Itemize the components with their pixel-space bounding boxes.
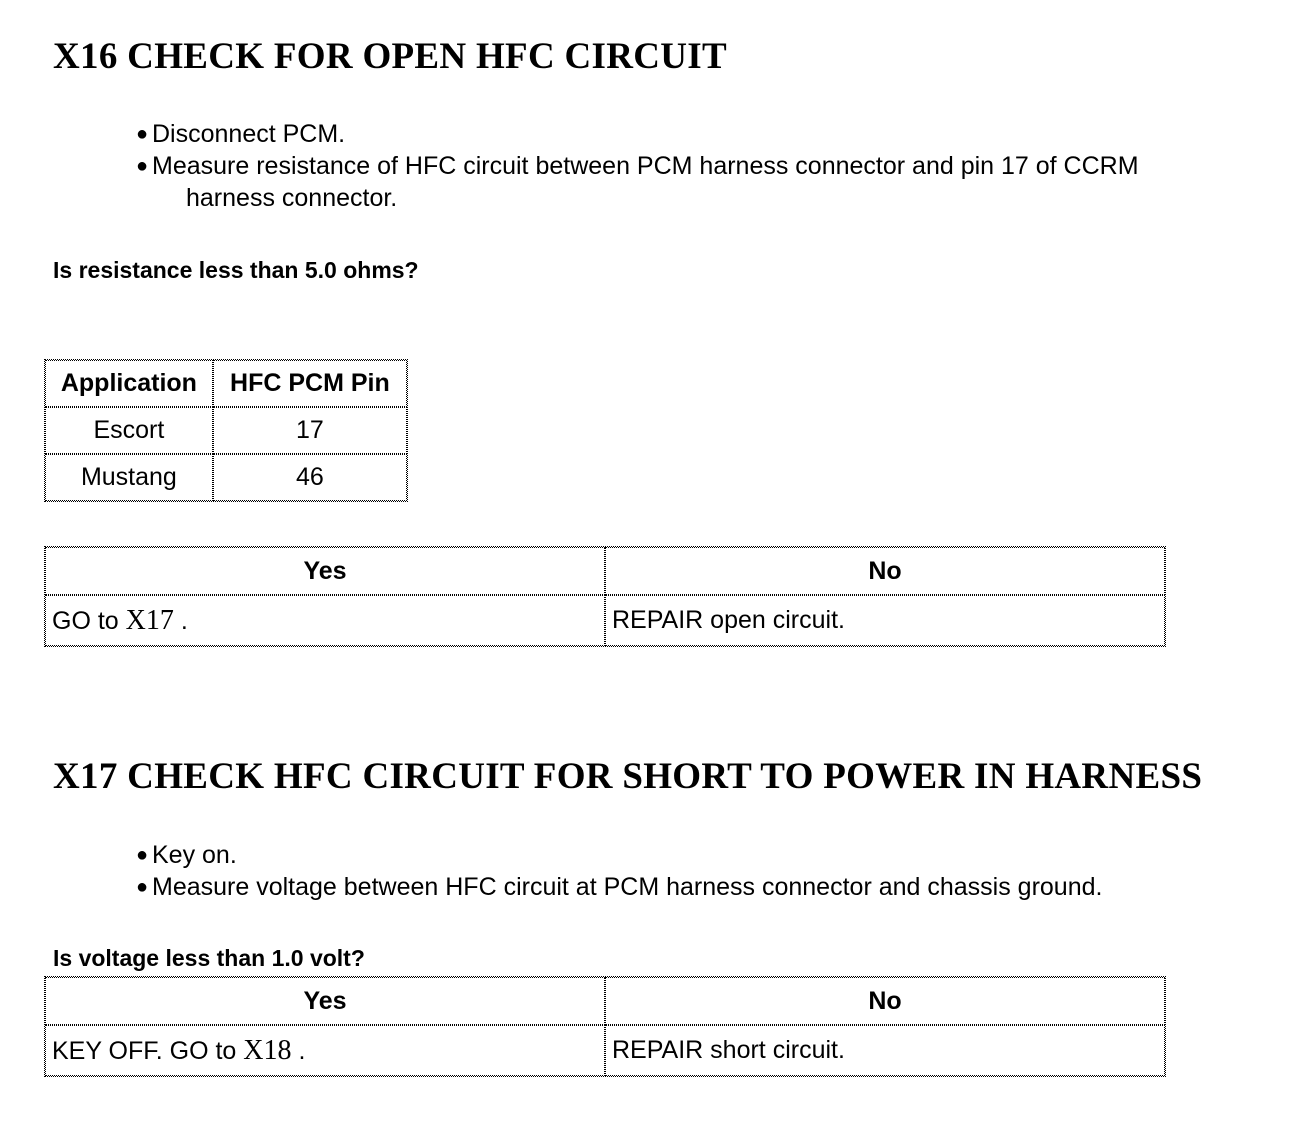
yes-action-text: GO to: [52, 606, 126, 635]
yes-action-text: KEY OFF. GO to: [52, 1036, 244, 1065]
table-row: [45, 454, 407, 501]
bullet-icon: ●: [136, 155, 149, 177]
x16-step-1-text: Disconnect PCM.: [152, 120, 346, 148]
x17-steps: [136, 839, 1102, 903]
yes-action: [45, 1025, 605, 1076]
yes-action-suffix: .: [173, 606, 188, 635]
x17-question: Is voltage less than 1.0 volt?: [53, 945, 365, 971]
x17-result-table: [44, 976, 1166, 1077]
x16-step-2-continuation: harness connector.: [186, 184, 398, 212]
x16-heading: X16 CHECK FOR OPEN HFC CIRCUIT: [53, 36, 727, 77]
x17-step-1-text: Key on.: [152, 841, 237, 869]
x16-step-1: [136, 118, 1139, 150]
cell-pin: 46: [213, 454, 407, 501]
x16-steps: [136, 118, 1139, 214]
yes-action-suffix: .: [291, 1036, 306, 1065]
column-header-hfc-pcm-pin: HFC PCM Pin: [213, 360, 407, 407]
column-header-application: Application: [45, 360, 213, 407]
x17-heading: X17 CHECK HFC CIRCUIT FOR SHORT TO POWER IN HARNESS: [53, 756, 1203, 797]
yes-action: [45, 595, 605, 646]
x17-step-2: [136, 871, 1102, 903]
bullet-icon: ●: [136, 123, 149, 145]
no-action: REPAIR short circuit.: [605, 1025, 1165, 1076]
application-table: [44, 359, 408, 502]
cell-application: Escort: [45, 407, 213, 454]
table-row: [45, 1025, 1165, 1076]
x17-step-1: [136, 839, 1102, 871]
table-row: [45, 595, 1165, 646]
yes-header: Yes: [45, 547, 605, 595]
x17-step-2-text: Measure voltage between HFC circuit at PCM harness connector and chassis ground.: [152, 873, 1103, 901]
table-row: [45, 407, 407, 454]
table-header-row: [45, 977, 1165, 1025]
x16-question: Is resistance less than 5.0 ohms?: [53, 257, 419, 283]
go-to-x18-link[interactable]: X18: [243, 1034, 292, 1066]
table-header-row: [45, 360, 407, 407]
yes-header: Yes: [45, 977, 605, 1025]
x16-result-table: [44, 546, 1166, 647]
no-header: No: [605, 977, 1165, 1025]
x16-step-2: [136, 150, 1139, 214]
go-to-x17-link[interactable]: X17: [125, 604, 174, 636]
no-action: REPAIR open circuit.: [605, 595, 1165, 646]
table-header-row: [45, 547, 1165, 595]
cell-application: Mustang: [45, 454, 213, 501]
no-header: No: [605, 547, 1165, 595]
bullet-icon: ●: [136, 876, 149, 898]
x16-step-2-text: Measure resistance of HFC circuit between PCM harness connector and pin 17 of CCRM: [152, 152, 1139, 180]
cell-pin: 17: [213, 407, 407, 454]
bullet-icon: ●: [136, 844, 149, 866]
